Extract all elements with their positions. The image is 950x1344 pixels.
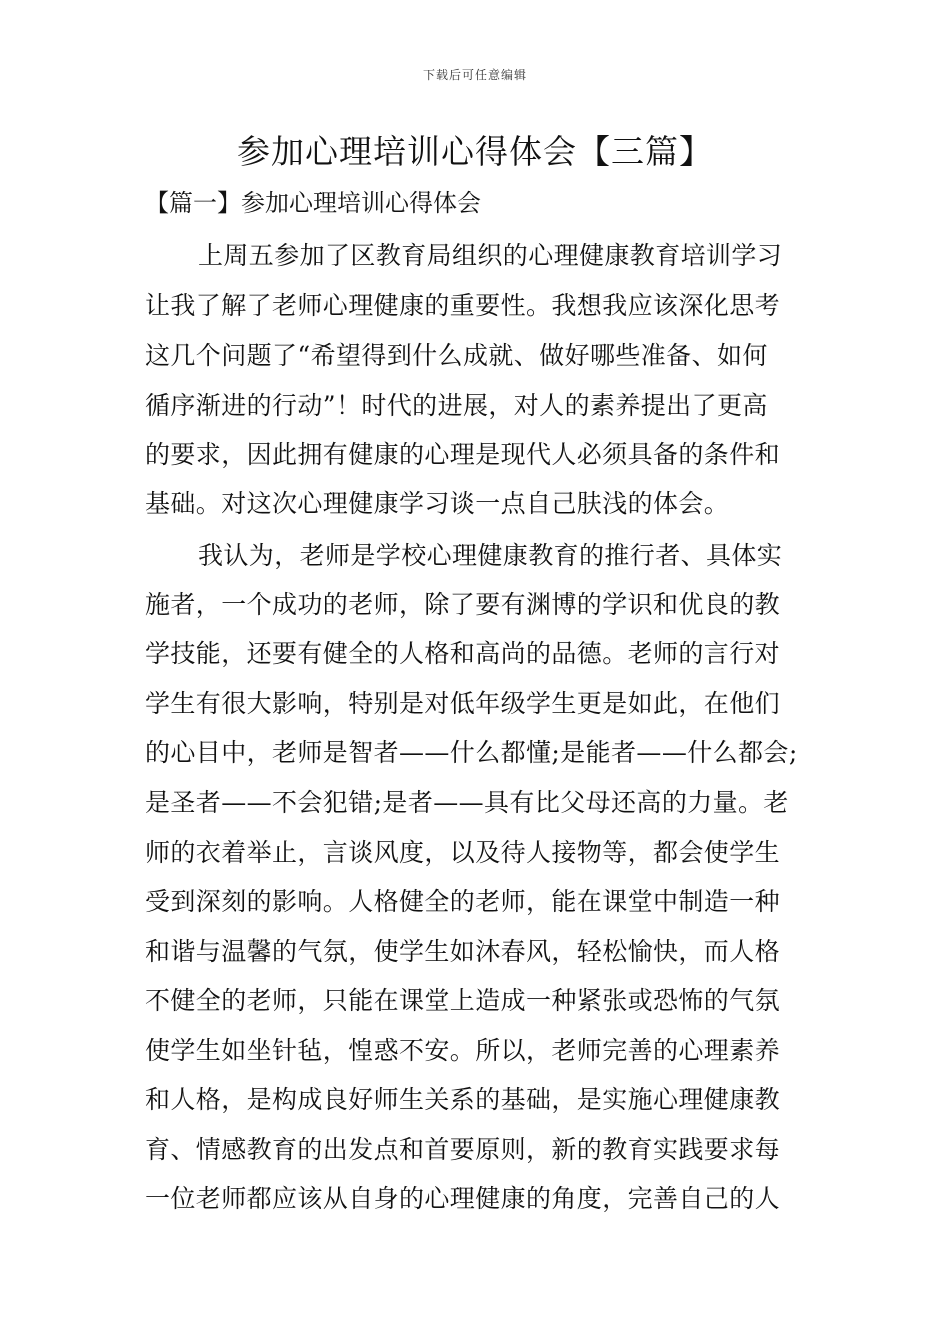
document-title: 参加心理培训心得体会【三篇】 <box>237 132 713 171</box>
header-note: 下载后可任意编辑 <box>422 68 527 82</box>
paragraph-line: 上周五参加了区教育局组织的心理健康教育培训学习 <box>198 241 783 270</box>
paragraph-line: 学技能，还要有健全的人格和高尚的品德。老师的言行对 <box>145 639 781 668</box>
paragraph-line: 一位老师都应该从自身的心理健康的角度，完善自己的人 <box>145 1184 781 1213</box>
paragraph-line: 让我了解了老师心理健康的重要性。我想我应该深化思考 <box>145 291 781 320</box>
paragraph-line: 和谐与温馨的气氛，使学生如沐春风，轻松愉快，而人格 <box>145 937 781 966</box>
paragraph-line: 师的衣着举止，言谈风度，以及待人接物等，都会使学生 <box>145 838 781 867</box>
paragraph-line: 的要求，因此拥有健康的心理是现代人必须具备的条件和 <box>145 440 781 469</box>
paragraph-line: 循序渐进的行动”！时代的进展，对人的素养提出了更高 <box>145 391 768 420</box>
section-heading: 【篇一】参加心理培训心得体会 <box>145 189 481 217</box>
paragraph-line: 基础。对这次心理健康学习谈一点自己肤浅的体会。 <box>145 489 730 518</box>
paragraph-line: 学生有很大影响，特别是对低年级学生更是如此，在他们 <box>145 689 781 718</box>
paragraph-line: 不健全的老师，只能在课堂上造成一种紧张或恐怖的气氛 <box>145 986 781 1015</box>
paragraph-line: 是圣者——不会犯错;是者——具有比父母还高的力量。老 <box>145 788 789 817</box>
paragraph-line: 的心目中，老师是智者——什么都懂;是能者——什么都会; <box>145 738 798 767</box>
paragraph-line: 育、情感教育的出发点和首要原则，新的教育实践要求每 <box>145 1135 781 1164</box>
paragraph-line: 和人格，是构成良好师生关系的基础，是实施心理健康教 <box>145 1085 781 1114</box>
paragraph-line: 使学生如坐针毡，惶惑不安。所以，老师完善的心理素养 <box>145 1036 781 1065</box>
paragraph-line: 我认为，老师是学校心理健康教育的推行者、具体实 <box>198 541 783 570</box>
paragraph-line: 这几个问题了“希望得到什么成就、做好哪些准备、如何 <box>145 341 768 370</box>
paragraph-line: 施者，一个成功的老师，除了要有渊博的学识和优良的教 <box>145 590 781 619</box>
paragraph-line: 受到深刻的影响。人格健全的老师，能在课堂中制造一种 <box>145 887 781 916</box>
